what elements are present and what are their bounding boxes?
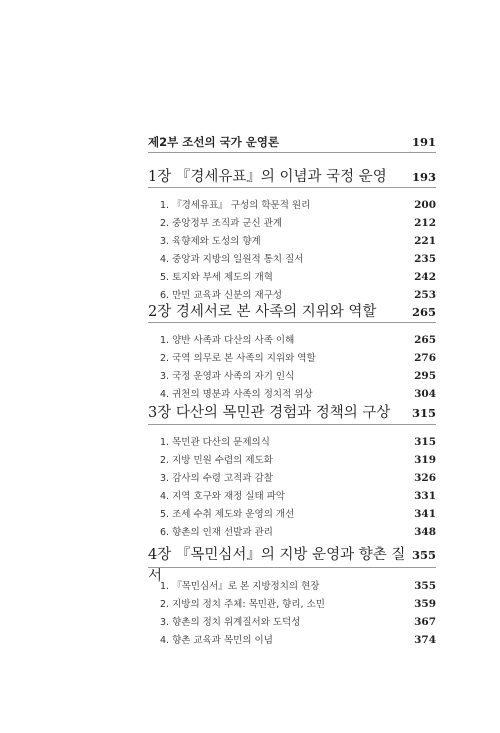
chapter-entry xyxy=(148,165,436,186)
divider xyxy=(148,152,436,153)
section-title: 3. 향촌의 정치 위계질서와 도덕성 xyxy=(160,617,301,628)
section-title: 1. 양반 사족과 다산의 사족 이해 xyxy=(160,335,295,346)
section-title: 2. 지방 민원 수렴의 제도화 xyxy=(160,455,273,466)
chapter-title: 4장 『목민심서』의 지방 운영과 향촌 질서 xyxy=(148,547,406,584)
section-page-number: 374 xyxy=(414,634,436,646)
section-title: 4. 귀천의 명분과 사족의 정치적 위상 xyxy=(160,389,313,400)
section-page-number: 341 xyxy=(414,508,436,520)
divider xyxy=(148,322,436,323)
section-entry xyxy=(160,470,436,484)
section-entry xyxy=(160,596,436,610)
section-entry xyxy=(160,386,436,400)
divider xyxy=(148,567,436,568)
part-page-number: 191 xyxy=(411,135,436,149)
section-page-number: 212 xyxy=(414,217,436,229)
chapter-page-number: 265 xyxy=(411,305,436,319)
section-entry xyxy=(160,578,436,592)
section-title: 3. 감사의 수령 고적과 감찰 xyxy=(160,473,273,484)
section-page-number: 326 xyxy=(414,472,436,484)
section-entry xyxy=(160,350,436,364)
section-page-number: 348 xyxy=(414,526,436,538)
section-title: 6. 만민 교육과 신분의 재구성 xyxy=(160,290,283,301)
chapter-entry xyxy=(148,300,436,321)
section-page-number: 331 xyxy=(414,490,436,502)
section-title: 5. 토지와 부세 제도의 개혁 xyxy=(160,272,273,283)
section-title: 1. 『경세유표』 구성의 학문적 원리 xyxy=(160,200,311,211)
section-entry xyxy=(160,197,436,211)
section-title: 6. 향촌의 인재 선발과 관리 xyxy=(160,527,273,538)
part-entry xyxy=(148,134,436,150)
section-entry xyxy=(160,215,436,229)
section-page-number: 304 xyxy=(414,388,436,400)
section-title: 1. 『목민심서』로 본 지방정치의 현장 xyxy=(160,581,320,592)
section-entry xyxy=(160,332,436,346)
section-page-number: 221 xyxy=(414,235,436,247)
section-title: 3. 육향제와 도성의 향계 xyxy=(160,236,261,247)
section-page-number: 265 xyxy=(414,334,436,346)
section-page-number: 367 xyxy=(414,616,436,628)
section-title: 5. 조세 수취 제도와 운영의 개선 xyxy=(160,509,295,520)
section-page-number: 355 xyxy=(414,580,436,592)
section-entry xyxy=(160,452,436,466)
section-page-number: 253 xyxy=(414,289,436,301)
chapter-page-number: 193 xyxy=(411,170,436,184)
section-entry xyxy=(160,287,436,301)
section-entry xyxy=(160,251,436,265)
section-title: 2. 국역 의무로 본 사족의 지위와 역할 xyxy=(160,353,316,364)
section-page-number: 295 xyxy=(414,370,436,382)
chapter-entry xyxy=(148,401,436,422)
section-title: 1. 목민관 다산의 문제의식 xyxy=(160,437,270,448)
chapter-title: 3장 다산의 목민관 경험과 정책의 구상 xyxy=(148,405,391,421)
chapter-page-number: 315 xyxy=(411,406,436,420)
section-entry xyxy=(160,233,436,247)
section-page-number: 235 xyxy=(414,253,436,265)
section-title: 4. 향촌 교육과 목민의 이념 xyxy=(160,635,273,646)
section-entry xyxy=(160,434,436,448)
divider xyxy=(148,424,436,425)
divider xyxy=(148,187,436,188)
section-entry xyxy=(160,368,436,382)
chapter-title: 2장 경세서로 본 사족의 지위와 역할 xyxy=(148,304,377,320)
section-entry xyxy=(160,488,436,502)
section-entry xyxy=(160,524,436,538)
section-entry xyxy=(160,632,436,646)
section-page-number: 359 xyxy=(414,598,436,610)
section-title: 4. 중앙과 지방의 일원적 통치 질서 xyxy=(160,254,304,265)
chapter-page-number: 355 xyxy=(411,548,436,562)
section-page-number: 242 xyxy=(414,271,436,283)
section-entry xyxy=(160,506,436,520)
section-page-number: 276 xyxy=(414,352,436,364)
section-entry xyxy=(160,269,436,283)
section-title: 3. 국정 운영과 사족의 자기 인식 xyxy=(160,371,295,382)
section-page-number: 200 xyxy=(414,199,436,211)
section-page-number: 315 xyxy=(414,436,436,448)
section-title: 2. 지방의 정치 주체: 목민관, 향리, 소민 xyxy=(160,599,325,610)
section-title: 2. 중앙정부 조직과 군신 관계 xyxy=(160,218,283,229)
section-page-number: 319 xyxy=(414,454,436,466)
part-title: 제2부 조선의 국가 운영론 xyxy=(148,135,280,149)
chapter-title: 1장 『경세유표』의 이념과 국정 운영 xyxy=(148,169,387,185)
section-title: 4. 지역 호구와 재정 실태 파악 xyxy=(160,491,286,502)
section-entry xyxy=(160,614,436,628)
